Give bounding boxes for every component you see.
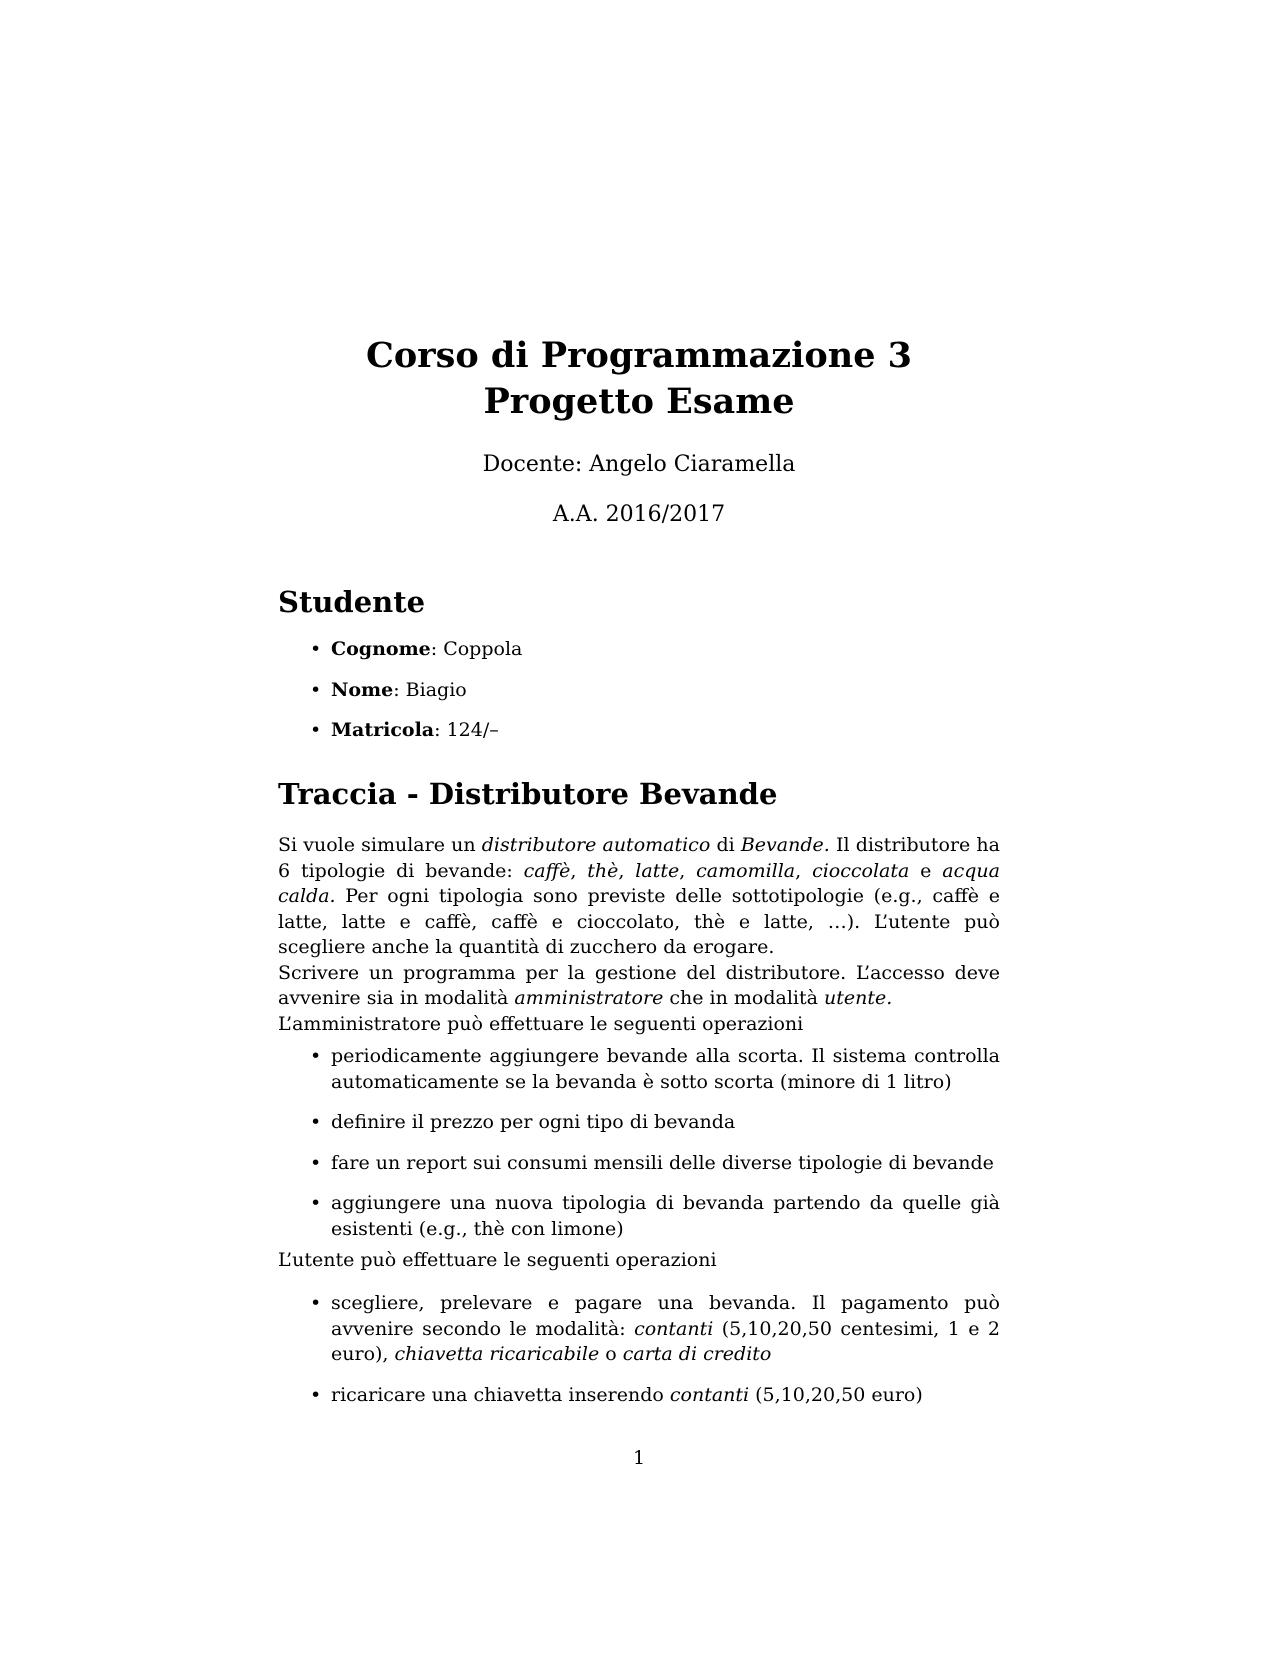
text-span: acqua calda. <box>278 859 1000 907</box>
text-span: L’amministratore può effettuare le seguenti operazioni <box>278 1012 804 1035</box>
list-item <box>278 1383 1000 1409</box>
text-span: (5,10,20,50 centesimi, 1 e 2 euro), <box>331 1317 1000 1365</box>
text-span: , <box>570 859 588 882</box>
bullet-icon: • <box>310 638 322 660</box>
text-span: chiavetta ricaricabile <box>394 1343 600 1365</box>
bullet-icon: • <box>310 719 322 741</box>
bullet-icon: • <box>310 1292 322 1314</box>
text-span: o <box>599 1343 623 1365</box>
field-value: : Coppola <box>430 638 523 660</box>
field-value: : Biagio <box>393 678 467 701</box>
text-span: contanti <box>634 1317 714 1340</box>
field-label: Matricola <box>331 719 435 741</box>
user-intro: L’utente può effettuare le seguenti operazioni <box>278 1249 717 1271</box>
text-span: (5,10,20,50 euro) <box>749 1383 923 1406</box>
user-operations-list <box>278 1291 1000 1423</box>
list-item <box>278 1191 1000 1242</box>
author: Docente: Angelo Ciaramella <box>482 452 796 477</box>
intro-paragraph <box>278 833 1000 1037</box>
list-item <box>278 718 1000 744</box>
text-span: amministratore <box>514 987 664 1009</box>
text-span: ricaricare una chiavetta inserendo <box>331 1383 670 1406</box>
task-heading: Traccia - Distributore Bevande <box>278 777 778 811</box>
text-span: latte <box>635 859 680 882</box>
text-span: di <box>710 834 741 856</box>
text-span: e <box>909 859 943 882</box>
list-item <box>278 1110 1000 1136</box>
text-span: thè <box>587 859 619 882</box>
title-line-1: Corso di Programmazione 3 <box>365 335 913 376</box>
student-heading: Studente <box>278 585 426 619</box>
text-span: scegliere, prelevare e pagare una bevanda. Il pagamento può avvenire secondo le modalità: <box>331 1292 1000 1340</box>
field-label: Cognome <box>331 638 431 660</box>
document-page <box>278 0 1000 1656</box>
admin-operations-list <box>278 1044 1000 1257</box>
list-item <box>278 1044 1000 1095</box>
page-number: 1 <box>632 1447 646 1469</box>
text-span: Bevande. <box>740 834 830 856</box>
text-span: distributore automatico <box>481 834 711 856</box>
date: A.A. 2016/2017 <box>552 502 726 527</box>
bullet-icon: • <box>310 1383 322 1406</box>
text-span: contanti <box>669 1383 750 1406</box>
text-span: caffè <box>523 859 571 882</box>
text-span: Per ogni tipologia sono previste delle sottotipologie (e.g., caffè e latte, latte e caffè, caffè e cioccolato, thè e latte, …). L’utente può scegliere anche la quantità di zucchero da erogare. <box>278 885 1000 958</box>
text-span: , <box>795 859 813 882</box>
bullet-icon: • <box>310 1151 322 1174</box>
bullet-icon: • <box>310 1045 322 1067</box>
field-value: : 124/– <box>434 719 499 741</box>
list-item <box>278 1291 1000 1368</box>
text-span: cioccolata <box>812 859 910 882</box>
list-item-text: definire il prezzo per ogni tipo di bevanda <box>331 1111 736 1133</box>
list-item <box>278 678 1000 704</box>
list-item <box>278 637 1000 663</box>
text-span: Il distributore ha 6 tipologie di bevande: <box>278 834 1000 882</box>
text-span: carta di credito <box>622 1343 772 1365</box>
title-block <box>278 333 1000 425</box>
list-item-text: periodicamente aggiungere bevande alla scorta. Il sistema controlla automaticamente se la bevanda è sotto scorta (minore di 1 litro) <box>331 1045 1000 1093</box>
text-span: utente. <box>823 987 893 1009</box>
list-item-text: aggiungere una nuova tipologia di bevanda partendo da quelle già esistenti (e.g., thè con limone) <box>331 1192 1000 1240</box>
list-item-text: fare un report sui consumi mensili delle diverse tipologie di bevande <box>331 1151 994 1174</box>
bullet-icon: • <box>310 678 322 701</box>
text-span: , <box>679 859 697 882</box>
text-span: camomilla <box>696 859 796 882</box>
text-span: , <box>618 859 636 882</box>
bullet-icon: • <box>310 1192 322 1214</box>
field-label: Nome <box>331 678 394 701</box>
text-span: Scrivere un programma per la gestione del distributore. L’accesso deve avvenire sia in modalità <box>278 961 1000 1009</box>
text-span: Si vuole simulare un <box>278 834 482 856</box>
student-list <box>278 637 1000 759</box>
bullet-icon: • <box>310 1111 322 1133</box>
title-line-2: Progetto Esame <box>483 381 795 422</box>
list-item <box>278 1151 1000 1177</box>
text-span: che in modalità <box>663 987 824 1009</box>
